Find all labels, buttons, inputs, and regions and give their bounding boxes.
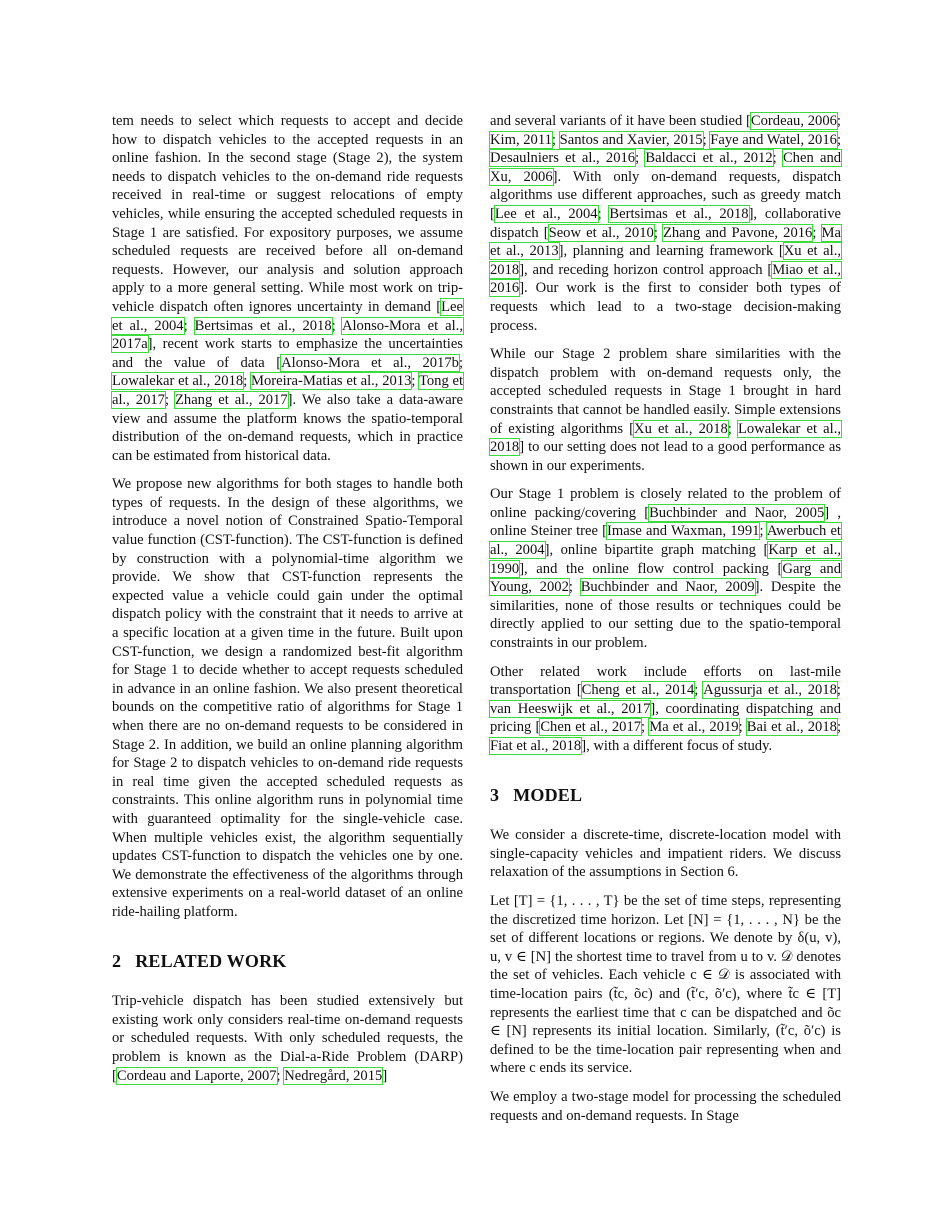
citation-link[interactable]: Kim, 2011 [490,131,552,148]
text-run: ; [738,719,747,736]
text-run: ], online bipartite graph matching [ [544,542,769,559]
text-run: ; [635,150,646,167]
text-run: ; [653,224,663,241]
citation-link[interactable]: Chen and Xu, 2006 [490,150,842,185]
paragraph-intro-continued [112,112,463,465]
citation-link[interactable]: Chen et al., 2017 [540,719,642,736]
text-run: ; [243,373,252,390]
citation-link[interactable]: Bertsimas et al., 2018 [609,205,749,222]
citation-link[interactable]: Alonso-Mora et al., 2017a [112,317,463,353]
text-run: ; [411,373,419,390]
text-run: ], recent work starts to emphasize the uncertainties and the value of data [ [112,336,463,371]
citation-link[interactable]: Tong et al., 2017 [112,373,464,408]
paragraph-two-stage: We employ a two-stage model for processing the scheduled requests and on-demand requests. In Stage [490,1088,841,1124]
citation-link[interactable]: Miao et al., 2016 [490,261,841,297]
citation-link[interactable]: Baldacci et al., 2012 [645,150,773,167]
citation-link[interactable]: Agussurja et al., 2018 [703,682,837,699]
citation-link[interactable]: Santos and Xavier, 2015 [559,131,703,148]
citation-link[interactable]: Zhang and Pavone, 2016 [662,224,813,241]
text-run: ; [772,150,783,167]
text-run: While our Stage 2 problem share similarities with the dispatch problem with on-demand requests only, the accepted scheduled requests in Stage 1 brought in hard constraints that cannot be handled easily. Simple extensions of existing algorithms [ [490,346,841,437]
text-run: ], collaborative dispatch [ [490,205,841,241]
text-run: ]. Our work is the first to consider both types of requests which lead to a two-stage decision-making process. [490,280,841,334]
text-run: ; [702,131,711,148]
citation-link[interactable]: Garg and Young, 2002 [490,560,841,596]
citation-link[interactable]: Nedregård, 2015 [284,1067,383,1084]
citation-link[interactable]: Ma et al., 2013 [490,224,841,260]
text-run: ; [694,682,704,699]
text-run: Trip-vehicle dispatch has been studied extensively but existing work only considers real-time on-demand requests or scheduled requests. With only scheduled requests, the problem is known as the Dial-a-Ride Problem (DARP) [ [112,993,463,1084]
citation-link[interactable]: Karp et al., 1990 [490,542,841,577]
citation-link[interactable]: Faye and Watel, 2016 [710,131,837,148]
text-run: and several variants of it have been studied [ [490,113,751,129]
citation-link[interactable]: Lee et al., 2004 [494,205,598,222]
citation-link[interactable]: Imase and Waxman, 1991 [607,523,760,540]
citation-link[interactable]: Xu et al., 2018 [490,243,841,278]
text-run: ] [382,1067,388,1084]
text-run: ; [597,205,610,222]
left-column [112,112,463,1095]
citation-link[interactable]: Lowalekar et al., 2018 [112,373,244,390]
paragraph-dispatch-variants [490,112,841,335]
text-run: Our Stage 1 problem is closely related to the problem of online packing/covering [ [490,486,841,521]
text-run: ; [164,391,175,408]
citation-link[interactable]: Bai et al., 2018 [746,719,837,736]
text-run: ; [836,719,842,736]
citation-link[interactable]: Bertsimas et al., 2018 [194,317,332,334]
right-column [490,112,841,1135]
text-run: ], and the online flow control packing [ [519,560,783,577]
text-run: ], planning and learning framework [ [558,243,784,260]
citation-link[interactable]: Moreira-Matias et al., 2013 [251,373,412,390]
text-run: ; [836,131,842,148]
text-run: ]. With only on-demand requests, dispatch algorithms use different approaches, such as greedy match [ [490,168,841,222]
text-run: tem needs to select which requests to accept and decide how to dispatch vehicles to the accepted requests in an online fashion. In the second stage (Stage 2), the system needs to dispatch vehicles to the on-demand ride requests received in real-time or suggest relocations of empty vehicles, while ensuring the accepted scheduled requests in Stage 1 are satisfied. For expository purposes, we assume scheduled requests are received before all on-demand requests. However, our analysis and solution approach apply to a more general setting. While most work on trip-vehicle dispatch often ignores uncertainty in demand [ [112,113,463,315]
text-run: ], and receding horizon control approach [ [519,261,773,278]
citation-link[interactable]: van Heeswijk et al., 2017 [490,700,651,717]
citation-link[interactable]: Alonso-Mora et al., 2017b [281,354,459,371]
text-run: ; [727,420,738,437]
text-run: ; [551,131,560,148]
text-run: ], coordinating dispatching and pricing [ [490,700,841,736]
citation-link[interactable]: Cheng et al., 2014 [581,682,695,699]
citation-link[interactable]: Seow et al., 2010 [548,224,654,241]
text-run: ], with a different focus of study. [581,738,773,754]
paragraph-other-related [490,663,841,756]
text-run: ] to our setting does not lead to a good performance as shown in our experiments. [490,439,841,474]
text-run: ; [458,354,463,371]
citation-link[interactable]: Cordeau, 2006 [750,113,837,129]
citation-link[interactable]: Xu et al., 2018 [634,420,728,437]
citation-link[interactable]: Zhang et al., 2017 [174,391,288,408]
citation-link[interactable]: Cordeau and Laporte, 2007 [116,1067,277,1084]
section-title: MODEL [513,784,583,805]
section-heading-related-work [112,952,463,971]
citation-link[interactable]: Lee et al., 2004 [112,298,463,334]
section-number: 2 [112,950,122,971]
paragraph-stage2-similarities [490,345,841,475]
text-run: ; [568,579,581,596]
section-number: 3 [490,784,500,805]
text-run: ] , online Steiner tree [ [490,504,841,540]
text-run: ; [836,682,841,699]
citation-link[interactable]: Buchbinder and Naor, 2009 [580,579,755,596]
text-run: ; [641,719,650,736]
text-run: ]. Despite the similarities, none of those results or techniques could be directly applied to our setting due to the spatio-temporal constraints in our problem. [490,579,842,652]
paragraph-related-work [112,992,463,1085]
citation-link[interactable]: Buchbinder and Naor, 2005 [649,504,825,521]
text-run: ; [759,523,767,540]
citation-link[interactable]: Fiat et al., 2018 [490,738,582,754]
text-run: Other related work include efforts on last-mile transportation [ [490,663,841,699]
citation-link[interactable]: Desaulniers et al., 2016 [490,150,636,167]
paragraph-model-overview: We consider a discrete-time, discrete-location model with single-capacity vehicles and impatient riders. We discuss relaxation of the assumptions in Section 6. [490,827,841,881]
paragraph-model-definitions: Let [T] = {1, . . . , T} be the set of time steps, representing the discretized time horizon. Let [N] = {1, . . . , N} be the set of different locations or regions. We denote by δ(u, v), u, v ∈ [N] the shortest time to travel from u to v. 𝒟 denotes the set of vehicles. Each vehicle c ∈ 𝒟 is associated with time-location pairs (t̃c, õc) and (t̃′c, õ′c), where t̃c ∈ [T] represents the earliest time that c can be dispatched and õc ∈ [N] represents its initial location. Similarly, (t̃′c, õ′c) is defined to be the time-location pair representing when and where c ends its service. [490,892,841,1077]
section-heading-model [490,786,841,805]
citation-link[interactable]: Ma et al., 2019 [649,719,739,736]
paragraph-stage1-related [490,485,841,652]
section-title: RELATED WORK [135,950,287,971]
text-run: ; [836,113,841,129]
text-run: ]. We also take a data-aware view and assume the platform knows the spatio-temporal distribution of the on-demand requests, which in practice can be estimated from historical data. [112,391,464,464]
paragraph-contributions: We propose new algorithms for both stages to handle both types of requests. In the design of these algorithms, we introduce a novel notion of Constrained Spatio-Temporal value function (CST-function). The CST-function is defined by construction with a polynomial-time algorithm we provide. We show that CST-function represents the expected value a vehicle could gain under the optimal dispatch policy with the constraint that it needs to arrive at a specific location at a given time in the future. Built upon CST-function, we design a randomized best-fit algorithm for Stage 1 to decide whether to accept requests scheduled in advance in an online fashion. We also present theoretical bounds on the competitive ratio of algorithms for Stage 1 when there are no on-demand requests to be considered in Stage 2. In addition, we build an online planning algorithm for Stage 2 to dispatch vehicles to on-demand ride requests in real time given the accepted scheduled requests as constraints. This online algorithm runs in polynomial time with guaranteed optimality for the single-vehicle case. When multiple vehicles exist, the algorithm sequentially updates CST-function to dispatch the vehicles one by one. We demonstrate the effectiveness of the algorithms through extensive experiments on a real-world dataset of an online ride-hailing platform. [112,476,463,920]
citation-link[interactable]: Lowalekar et al., 2018 [490,420,841,456]
citation-link[interactable]: Awerbuch et al., 2004 [490,523,841,559]
text-run: ; [331,317,342,334]
text-run: ; [183,317,195,334]
text-run: ; [276,1067,285,1084]
text-run: ; [812,224,822,241]
